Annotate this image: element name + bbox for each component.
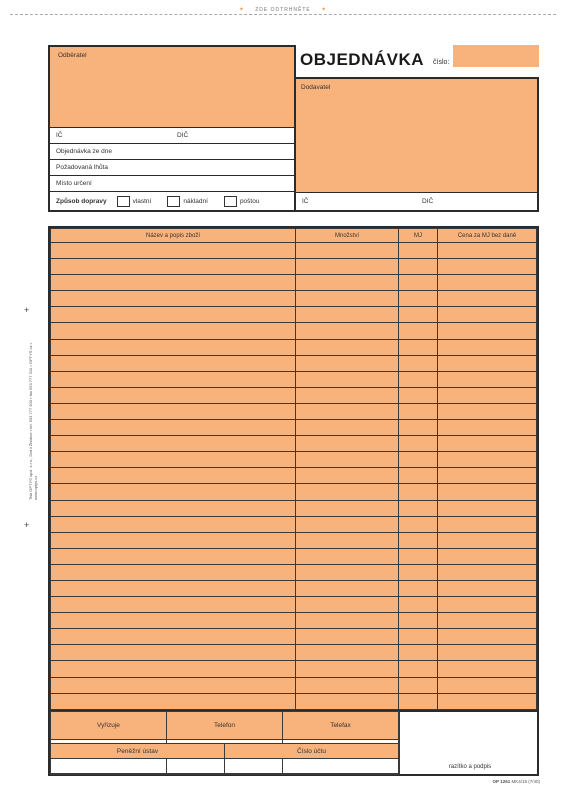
dodavatel-ic-row[interactable] [296, 192, 537, 210]
cell-nazev[interactable] [51, 403, 296, 419]
table-row [51, 452, 537, 468]
cell-mj[interactable] [399, 307, 438, 323]
footer-code [493, 779, 540, 784]
cell-mnozstvi[interactable] [296, 661, 399, 677]
cell-mnozstvi[interactable] [296, 307, 399, 323]
cell-cena[interactable] [438, 452, 537, 468]
cell-cena[interactable] [438, 564, 537, 580]
cell-mnozstvi[interactable] [296, 564, 399, 580]
table-row [51, 259, 537, 275]
table-row [51, 323, 537, 339]
cell-mnozstvi[interactable] [296, 275, 399, 291]
dodavatel-label: Dodavatel [301, 84, 331, 91]
cell-mj[interactable] [399, 693, 438, 709]
cell-mj[interactable] [399, 339, 438, 355]
cell-cena[interactable] [438, 307, 537, 323]
cell-nazev[interactable] [51, 371, 296, 387]
table-row [51, 564, 537, 580]
header-mnozstvi: Množství [296, 229, 399, 243]
cell-nazev[interactable] [51, 613, 296, 629]
header-vyrizuje: Vyřizuje [51, 712, 167, 740]
cell-mnozstvi[interactable] [296, 580, 399, 596]
cell-mj[interactable] [399, 259, 438, 275]
cell-nazev[interactable] [51, 387, 296, 403]
printer-imprint: Tisk OPTYS spol. s r.o., Dolní Životice • tel. 553 777 300 • fax 553 777 310 • OPTYS.cz • www.optys.cz [28, 342, 38, 500]
cell-mj[interactable] [399, 516, 438, 532]
cell-mj[interactable] [399, 387, 438, 403]
zpusob-dopravy-row [50, 191, 294, 210]
cell-mj[interactable] [399, 436, 438, 452]
cislo-label: číslo: [433, 59, 450, 66]
cell-mj[interactable] [399, 484, 438, 500]
cell-nazev[interactable] [51, 580, 296, 596]
cell-cena[interactable] [438, 403, 537, 419]
cell-nazev[interactable] [51, 452, 296, 468]
cell-mnozstvi[interactable] [296, 259, 399, 275]
cell-mj[interactable] [399, 677, 438, 693]
cell-cena[interactable] [438, 548, 537, 564]
cell-nazev[interactable] [51, 532, 296, 548]
cell-cena[interactable] [438, 259, 537, 275]
table-row [51, 500, 537, 516]
cell-mj[interactable] [399, 548, 438, 564]
cell-mnozstvi[interactable] [296, 339, 399, 355]
cell-cena[interactable] [438, 275, 537, 291]
cell-cena[interactable] [438, 693, 537, 709]
table-row [51, 677, 537, 693]
cell-mnozstvi[interactable] [296, 403, 399, 419]
footer-code-number: OP 1261 [492, 779, 511, 784]
cell-cena[interactable] [438, 613, 537, 629]
cell-mnozstvi[interactable] [296, 387, 399, 403]
table-row [51, 645, 537, 661]
table-row [51, 436, 537, 452]
zpusob-dopravy-label: Způsob dopravy [56, 197, 107, 205]
cell-mj[interactable] [399, 500, 438, 516]
cell-cena[interactable] [438, 387, 537, 403]
registration-plus-icon: + [24, 305, 30, 315]
odberatel-ic-row[interactable] [50, 127, 294, 143]
header-penezni-ustav: Peněžní ústav [51, 744, 225, 759]
cell-mnozstvi[interactable] [296, 629, 399, 645]
table-row [51, 629, 537, 645]
cell-cena[interactable] [438, 323, 537, 339]
cell-mnozstvi[interactable] [296, 693, 399, 709]
cell-mj[interactable] [399, 613, 438, 629]
table-row [51, 693, 537, 709]
cell-mnozstvi[interactable] [296, 291, 399, 307]
table-row [51, 387, 537, 403]
dodavatel-ic-label: IČ [302, 198, 309, 205]
cell-mj[interactable] [399, 597, 438, 613]
cell-mnozstvi[interactable] [296, 484, 399, 500]
table-row [51, 580, 537, 596]
objednavka-ze-dne-row[interactable] [50, 143, 294, 159]
cell-cena[interactable] [438, 629, 537, 645]
table-row [51, 403, 537, 419]
cell-nazev[interactable] [51, 355, 296, 371]
items-header-row [51, 229, 537, 243]
cell-mnozstvi[interactable] [296, 516, 399, 532]
stamp-label: razítko a podpis [448, 764, 492, 770]
cell-mnozstvi[interactable] [296, 420, 399, 436]
table-row [51, 613, 537, 629]
option-postou-label: poštou [239, 197, 260, 205]
cell-mnozstvi[interactable] [296, 532, 399, 548]
tear-label [0, 6, 566, 13]
cell-cena[interactable] [438, 291, 537, 307]
cell-mj[interactable] [399, 468, 438, 484]
odberatel-label: Odběratel [58, 52, 87, 59]
table-row [51, 468, 537, 484]
cell-mj[interactable] [399, 275, 438, 291]
checkbox-vlastni[interactable] [117, 196, 130, 207]
tear-line [10, 14, 556, 15]
cell-mj[interactable] [399, 629, 438, 645]
cell-nazev[interactable] [51, 275, 296, 291]
registration-plus-icon: + [24, 520, 30, 530]
cell-cena[interactable] [438, 468, 537, 484]
cell-nazev[interactable] [51, 307, 296, 323]
cell-nazev[interactable] [51, 420, 296, 436]
tear-star-icon: ✦ [317, 7, 331, 13]
cell-mnozstvi[interactable] [296, 355, 399, 371]
cell-nazev[interactable] [51, 484, 296, 500]
table-row [51, 548, 537, 564]
cell-nazev[interactable] [51, 564, 296, 580]
cell-cena[interactable] [438, 597, 537, 613]
cell-mnozstvi[interactable] [296, 677, 399, 693]
stamp-field[interactable] [399, 711, 539, 774]
items-table [48, 226, 539, 712]
cell-nazev[interactable] [51, 259, 296, 275]
cell-nazev[interactable] [51, 468, 296, 484]
cell-cena[interactable] [438, 436, 537, 452]
cell-mj[interactable] [399, 355, 438, 371]
table-row [51, 291, 537, 307]
table-row [51, 516, 537, 532]
cell-mj[interactable] [399, 371, 438, 387]
tear-label-text: ZDE ODTRHNĚTE [251, 7, 315, 13]
cell-mj[interactable] [399, 580, 438, 596]
cell-mnozstvi[interactable] [296, 613, 399, 629]
cell-nazev[interactable] [51, 243, 296, 259]
option-vlastni-label: vlastní [132, 197, 152, 205]
cell-nazev[interactable] [51, 500, 296, 516]
pozadovana-lhuta-label: Požadovaná lhůta [56, 164, 109, 171]
footer-meta: MK4/15 (7/40) [511, 779, 540, 784]
header-nazev: Název a popis zboží [51, 229, 296, 243]
cell-mnozstvi[interactable] [296, 468, 399, 484]
cell-cena[interactable] [438, 661, 537, 677]
cell-cena[interactable] [438, 645, 537, 661]
misto-urceni-label: Místo určení [56, 180, 92, 187]
cell-mnozstvi[interactable] [296, 243, 399, 259]
cell-nazev[interactable] [51, 597, 296, 613]
bottom-section [48, 711, 539, 776]
cell-cena[interactable] [438, 355, 537, 371]
tear-star-icon: ✦ [235, 7, 249, 13]
cell-nazev[interactable] [51, 629, 296, 645]
cell-mj[interactable] [399, 564, 438, 580]
table-row [51, 339, 537, 355]
header-cislo-uctu: Číslo účtu [225, 744, 399, 759]
cell-nazev[interactable] [51, 323, 296, 339]
table-row [51, 307, 537, 323]
cell-cena[interactable] [438, 677, 537, 693]
table-row [51, 532, 537, 548]
cell-mj[interactable] [399, 243, 438, 259]
cell-mj[interactable] [399, 661, 438, 677]
table-row [51, 661, 537, 677]
objednavka-ze-dne-label: Objednávka ze dne [56, 148, 113, 155]
cell-mnozstvi[interactable] [296, 436, 399, 452]
table-row [51, 371, 537, 387]
odberatel-ic-label: IČ [56, 132, 63, 139]
form-title: OBJEDNÁVKA [300, 50, 425, 69]
header-cena: Cena za MJ bez daně [438, 229, 537, 243]
pozadovana-lhuta-row[interactable] [50, 159, 294, 175]
header-telefax: Telefax [283, 712, 399, 740]
odberatel-box [48, 45, 296, 212]
dodavatel-box [294, 77, 539, 212]
cell-nazev[interactable] [51, 291, 296, 307]
cell-cena[interactable] [438, 532, 537, 548]
cell-nazev[interactable] [51, 677, 296, 693]
checkbox-postou[interactable] [224, 196, 237, 207]
cell-nazev[interactable] [51, 436, 296, 452]
misto-urceni-row[interactable] [50, 175, 294, 191]
table-row [51, 420, 537, 436]
cell-mnozstvi[interactable] [296, 452, 399, 468]
cell-nazev[interactable] [51, 693, 296, 709]
table-row [51, 484, 537, 500]
cell-nazev[interactable] [51, 339, 296, 355]
cell-mj[interactable] [399, 532, 438, 548]
cell-mnozstvi[interactable] [296, 597, 399, 613]
header-telefon: Telefon [167, 712, 283, 740]
cell-cena[interactable] [438, 243, 537, 259]
cell-mj[interactable] [399, 452, 438, 468]
cell-cena[interactable] [438, 516, 537, 532]
cell-cena[interactable] [438, 371, 537, 387]
cell-mnozstvi[interactable] [296, 548, 399, 564]
cell-mj[interactable] [399, 291, 438, 307]
cell-mj[interactable] [399, 645, 438, 661]
cell-mj[interactable] [399, 323, 438, 339]
table-row [51, 243, 537, 259]
checkbox-nakladni[interactable] [167, 196, 180, 207]
cell-mnozstvi[interactable] [296, 323, 399, 339]
cell-cena[interactable] [438, 484, 537, 500]
cell-mnozstvi[interactable] [296, 645, 399, 661]
table-row [51, 355, 537, 371]
cislo-uctu-field[interactable] [225, 759, 399, 775]
cell-mj[interactable] [399, 420, 438, 436]
dodavatel-dic-label: DIČ [422, 198, 434, 205]
cell-cena[interactable] [438, 339, 537, 355]
cislo-field[interactable] [453, 45, 539, 67]
cell-cena[interactable] [438, 500, 537, 516]
header-mj: MJ [399, 229, 438, 243]
cell-nazev[interactable] [51, 661, 296, 677]
cell-mj[interactable] [399, 403, 438, 419]
cell-nazev[interactable] [51, 516, 296, 532]
cell-mnozstvi[interactable] [296, 500, 399, 516]
option-nakladni-label: nákladní [183, 197, 208, 205]
cell-nazev[interactable] [51, 645, 296, 661]
cell-cena[interactable] [438, 420, 537, 436]
table-row [51, 597, 537, 613]
cell-cena[interactable] [438, 580, 537, 596]
penezni-ustav-field[interactable] [51, 759, 225, 775]
table-row [51, 275, 537, 291]
cell-nazev[interactable] [51, 548, 296, 564]
odberatel-dic-label: DIČ [177, 132, 189, 139]
cell-mnozstvi[interactable] [296, 371, 399, 387]
